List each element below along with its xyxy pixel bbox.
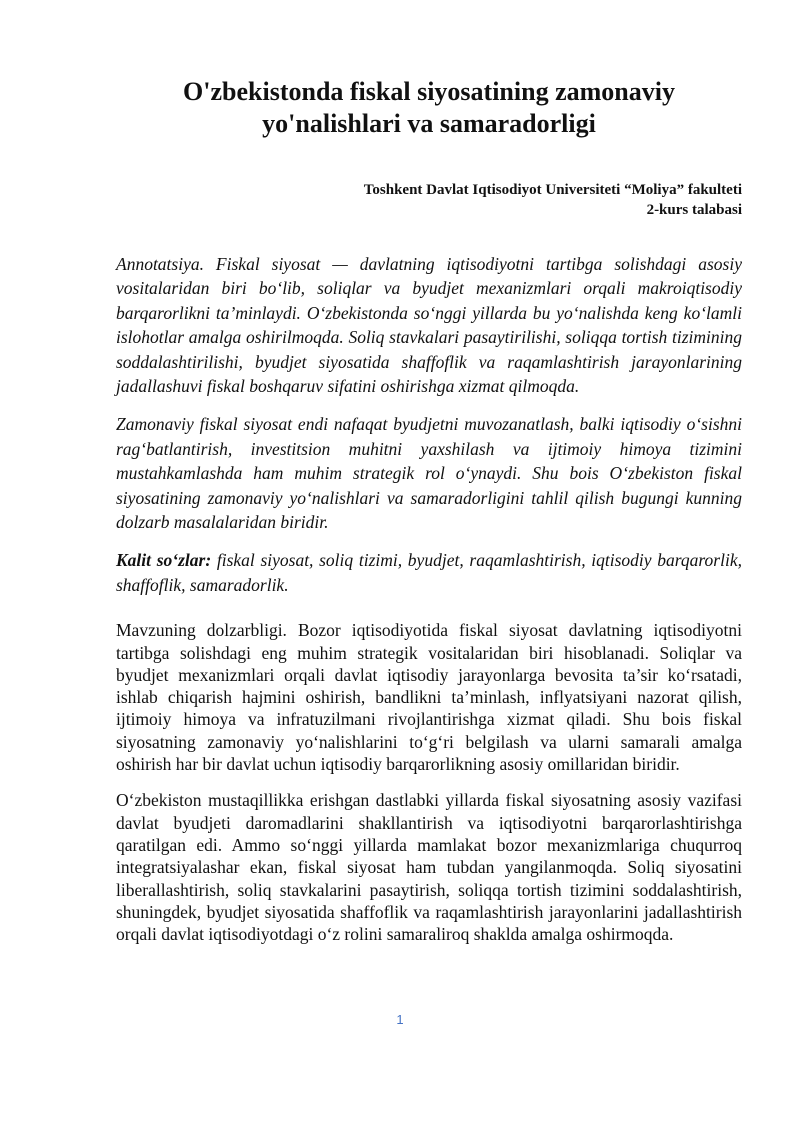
keywords-text: fiskal siyosat, soliq tizimi, byudjet, raqamlashtirish, iqtisodiy barqarorlik, shaffoflik, samaradorlik.: [116, 550, 742, 595]
affiliation-line-2: 2-kurs talabasi: [646, 202, 742, 218]
body-text: [116, 619, 742, 945]
abstract-paragraph-2: Zamonaviy fiskal siyosat endi nafaqat byudjetni muvozanatlash, balki iqtisodiy o‘sishni rag‘batlantirish, investitsion muhitni yaxshilash va ijtimoiy himoya tizimini mustahkamlashda ham muhim strategik rol o‘ynaydi. Shu bois O‘zbekiston fiskal siyosatining zamonaviy yo‘nalishlari va samaradorligini tahlil qilish bugungi kunning dolzarb masalalaridan biridir.: [116, 414, 742, 533]
page-number: 1: [396, 1012, 404, 1027]
paper-title-line-2: yo'nalishlari va samaradorligi: [262, 109, 596, 138]
author-affiliation: [116, 180, 742, 220]
abstract: [116, 252, 742, 534]
affiliation-line-1: Toshkent Davlat Iqtisodiyot Universiteti “Moliya” fakulteti: [363, 182, 742, 198]
paper-title-line-1: O'zbekistonda fiskal siyosatining zamonaviy: [183, 77, 675, 106]
body-paragraph-1: Mavzuning dolzarbligi. Bozor iqtisodiyotida fiskal siyosat davlatning iqtisodiyotni tartibga solishdagi eng muhim strategik vositalaridan biri hisoblanadi. Soliqlar va byudjet mexanizmlari orqali davlat iqtisodiy jarayonlarga bevosita ta’sir ko‘rsatadi, ishlab chiqarish hajmini oshirish, bandlikni ta’minlash, inflyatsiyani nazorat qilish, ijtimoiy himoya va infratuzilmani rivojlantirishga xizmat qiladi. Shu bois fiskal siyosatning zamonaviy yo‘nalishlarini to‘g‘ri belgilash va ularni samarali amalga oshirish har bir davlat uchun iqtisodiy barqarorlikning asosiy omillaridan biridir.: [116, 620, 742, 775]
keywords: [116, 548, 742, 597]
abstract-paragraph-1: Annotatsiya. Fiskal siyosat — davlatning iqtisodiyotni tartibga solishdagi asosiy vositalaridan biri bo‘lib, soliqlar va byudjet mexanizmlari orqali makroiqtisodiy barqarorlikni ta’minlaydi. O‘zbekistonda so‘nggi yillarda bu yo‘nalishda keng ko‘lamli islohotlar amalga oshirilmoqda. Soliq stavkalari pasaytirilishi, soliqqa tortish tizimining soddalashtirilishi, byudjet siyosatida shaffoflik va raqamlashtirish jarayonlarining jadallashuvi fiskal boshqaruv sifatini oshirishga xizmat qilmoqda.: [116, 254, 742, 397]
body-paragraph-2: O‘zbekiston mustaqillikka erishgan dastlabki yillarda fiskal siyosatning asosiy vazifasi davlat byudjeti daromadlarini shakllantirish va iqtisodiyotni barqarorlashtirishga qaratilgan edi. Ammo so‘nggi yillarda mamlakat bozor mexanizmlariga chuqurroq integratsiyalashar ekan, fiskal siyosat ham tubdan yangilanmoqda. Soliq siyosatini liberallashtirish, soliq stavkalarini pasaytirish, soliqqa tortish tizimini soddalashtirish, shuningdek, byudjet siyosatida shaffoflik va raqamlashtirish jarayonlarini jadallashtirish orqali davlat iqtisodiyotdagi o‘z rolini samaraliroq shaklda amalga oshirmoqda.: [116, 790, 742, 945]
document-page: [116, 76, 742, 959]
paper-title: [116, 76, 742, 140]
keywords-label: Kalit so‘zlar:: [116, 550, 212, 571]
